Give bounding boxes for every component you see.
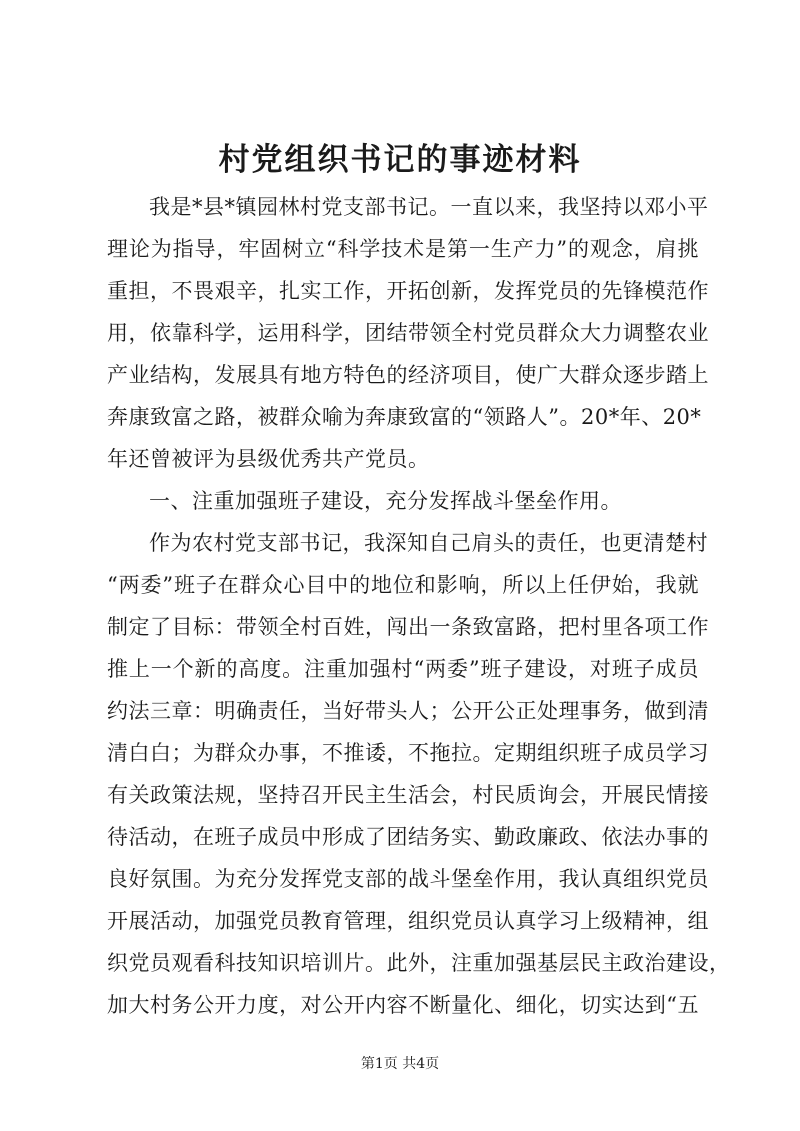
body-line: 年还曾被评为县级优秀共产党员。	[107, 447, 430, 471]
body-line: 产业结构，发展具有地方特色的经济项目，使广大群众逐步踏上	[107, 363, 709, 387]
body-line: 清白白；为群众办事，不推诿，不拖拉。定期组织班子成员学习	[107, 741, 709, 765]
body-line: 加大村务公开力度，对公开内容不断量化、细化，切实达到“五	[107, 993, 699, 1017]
body-line: 推上一个新的高度。注重加强村“两委”班子建设，对班子成员	[107, 657, 699, 681]
body-line: 用，依靠科学，运用科学，团结带领全村党员群众大力调整农业	[107, 321, 709, 345]
body-line: 一、注重加强班子建设，充分发挥战斗堡垒作用。	[149, 489, 622, 513]
body-line: “两委”班子在群众心目中的地位和影响，所以上任伊始，我就	[107, 573, 699, 597]
body-line: 待活动，在班子成员中形成了团结务实、勤政廉政、依法办事的	[107, 825, 709, 849]
body-line: 有关政策法规，坚持召开民主生活会，村民质询会，开展民情接	[107, 783, 709, 807]
body-line: 奔康致富之路，被群众喻为奔康致富的“领路人”。20*年、20*	[107, 405, 702, 429]
body-line: 织党员观看科技知识培训片。此外，注重加强基层民主政治建设，	[107, 951, 731, 975]
body-line: 开展活动，加强党员教育管理，组织党员认真学习上级精神，组	[107, 909, 709, 933]
document-title: 村党组织书记的事迹材料	[218, 142, 582, 178]
body-line: 制定了目标：带领全村百姓，闯出一条致富路，把村里各项工作	[107, 615, 709, 639]
document-body	[107, 186, 731, 1026]
body-line: 重担，不畏艰辛，扎实工作，开拓创新，发挥党员的先锋模范作	[107, 279, 709, 303]
body-line: 良好氛围。为充分发挥党支部的战斗堡垒作用，我认真组织党员	[107, 867, 709, 891]
body-line: 我是*县*镇园林村党支部书记。一直以来，我坚持以邓小平	[149, 195, 709, 219]
page-footer: 第1页 共4页	[360, 1056, 440, 1072]
body-line: 约法三章：明确责任，当好带头人；公开公正处理事务，做到清	[107, 699, 709, 723]
body-line: 理论为指导，牢固树立“科学技术是第一生产力”的观念，肩挑	[107, 237, 699, 261]
body-line: 作为农村党支部书记，我深知自己肩头的责任，也更清楚村	[149, 531, 708, 555]
